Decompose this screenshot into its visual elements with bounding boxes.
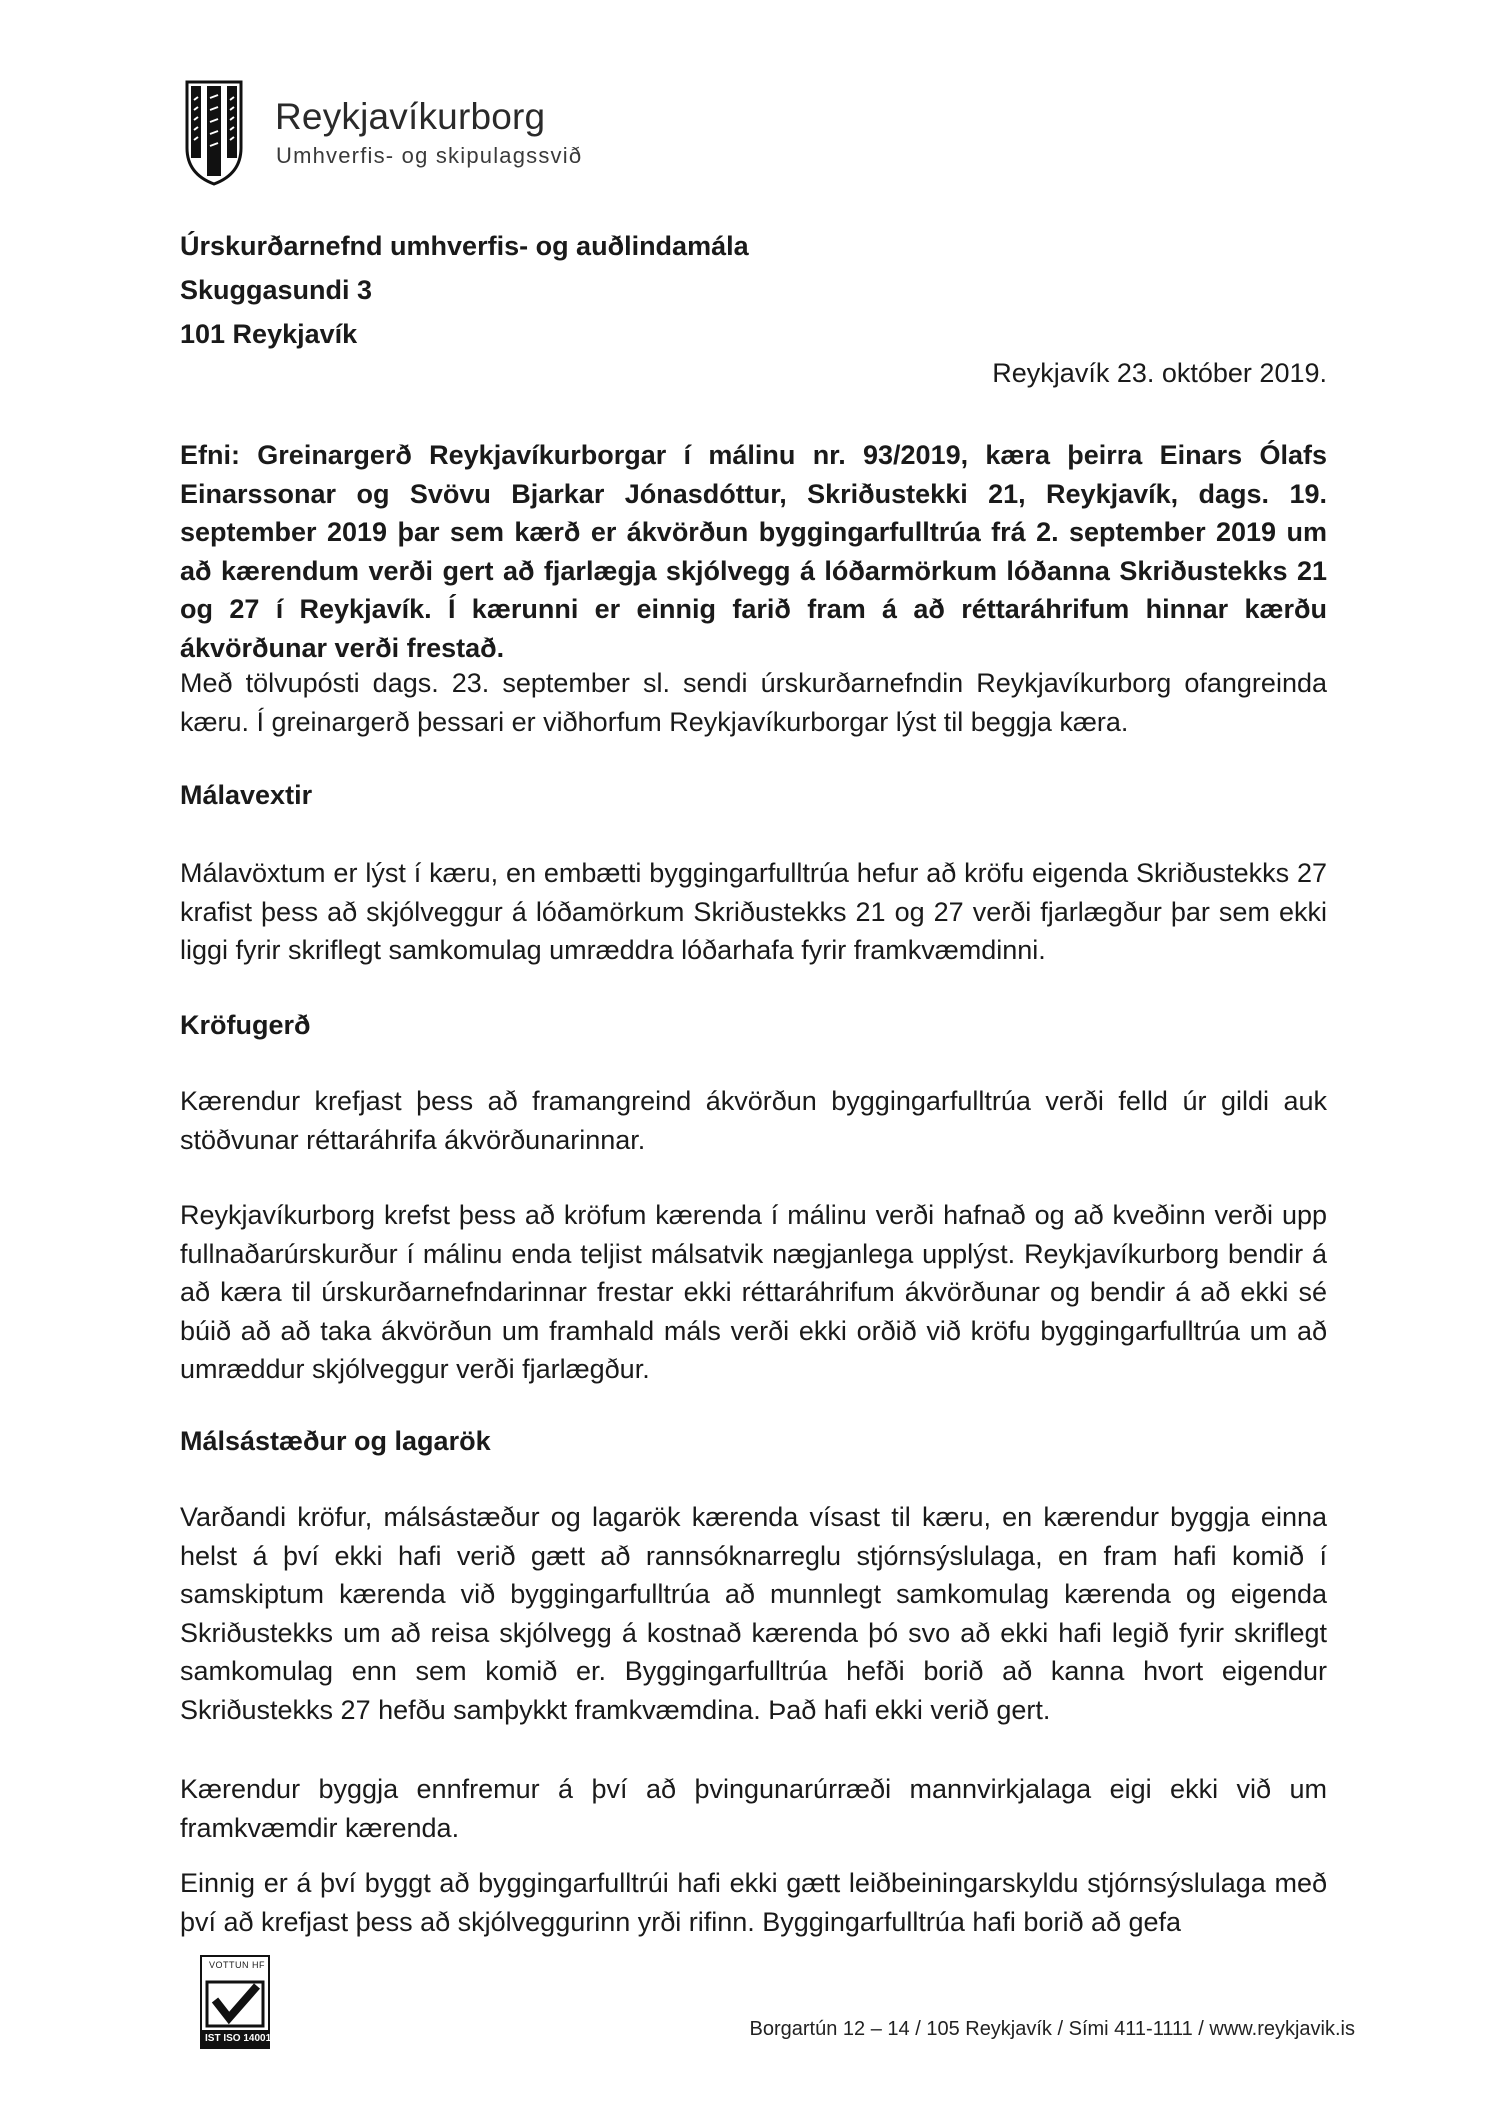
section-heading: Málavextir (180, 780, 313, 810)
department-name: Umhverfis- og skipulagssvið (276, 143, 583, 168)
cert-bottom-label: IST ISO 14001 (205, 2033, 272, 2044)
subject-paragraph: Efni: Greinargerð Reykjavíkurborgar í málinu nr. 93/2019, kæra þeirra Einars Ólafs Einarssonar og Svövu Bjarkar Jónasdóttur, Skriðustekki 21, Reykjavík, dags. 19. september 2019 þar sem kærð er ákvörðun byggingarfulltrúa frá 2. september 2019 um að kærendum verði gert að fjarlægja skjólvegg á lóðarmörkum lóðanna Skriðustekks 21 og 27 í Reykjavík. Í kærunni er einnig farið fram á að réttaráhrifum hinnar kærðu ákvörðunar verði frestað. (180, 440, 1327, 663)
iso-certification-logo (195, 1952, 275, 2052)
cert-top-label: VOTTUN HF (209, 1960, 265, 1970)
addressee-line: Úrskurðarnefnd umhverfis- og auðlindamála (180, 231, 749, 261)
body-paragraph: Kærendur byggja ennfremur á því að þvingunarúrræði mannvirkjalaga eigi ekki við um framkvæmdir kærenda. (180, 1774, 1327, 1843)
body-paragraph: Varðandi kröfur, málsástæður og lagarök kærenda vísast til kæru, en kærendur byggja einna helst á því ekki hafi verið gætt að rannsóknarreglu stjórnsýslulaga, en fram hafi komið í samskiptum kærenda við byggingarfulltrúa að munnlegt samkomulag kærenda og eigenda Skriðustekks um að reisa skjólvegg á kostnað kærenda þó svo að ekki hafi legið fyrir skriflegt samkomulag enn sem komið er. Byggingarfulltrúa hefði borið að kanna hvort eigendur Skriðustekks 27 hefðu samþykkt framkvæmdina. Það hafi ekki verið gert. (180, 1502, 1327, 1725)
reykjavik-shield-logo (185, 78, 243, 186)
addressee-line: 101 Reykjavík (180, 319, 358, 349)
body-paragraph: Reykjavíkurborg krefst þess að kröfum kærenda í málinu verði hafnað og að kveðinn verði upp fullnaðarúrskurður í málinu enda teljist málsatvik nægjanlega upplýst. Reykjavíkurborg bendir á að kæra til úrskurðarnefndarinnar frestar ekki réttaráhrifum ákvörðunar og bendir á að ekki sé búið að að taka ákvörðun um framhald máls verði ekki orðið við kröfu byggingarfulltrúa um að umræddur skjólveggur verði fjarlægður. (180, 1200, 1327, 1384)
footer-address: Borgartún 12 – 14 / 105 Reykjavík / Sími 411-1111 / www.reykjavik.is (749, 2018, 1355, 2040)
body-paragraph: Málavöxtum er lýst í kæru, en embætti byggingarfulltrúa hefur að kröfu eigenda Skriðustekks 27 krafist þess að skjólveggur á lóðamörkum Skriðustekks 21 og 27 verði fjarlægður þar sem ekki liggi fyrir skriflegt samkomulag umræddra lóðarhafa fyrir framkvæmdinni. (180, 858, 1327, 965)
org-name: Reykjavíkurborg (275, 96, 546, 137)
addressee-block (180, 224, 749, 356)
body-paragraph: Kærendur krefjast þess að framangreind ákvörðun byggingarfulltrúa verði felld úr gildi auk stöðvunar réttaráhrifa ákvörðunarinnar. (180, 1086, 1327, 1155)
addressee-line: Skuggasundi 3 (180, 275, 373, 305)
intro-paragraph: Með tölvupósti dags. 23. september sl. sendi úrskurðarnefndin Reykjavíkurborg ofangreinda kæru. Í greinargerð þessari er viðhorfum Reykjavíkurborgar lýst til beggja kæra. (180, 668, 1327, 737)
section-heading: Málsástæður og lagarök (180, 1426, 491, 1456)
body-paragraph: Einnig er á því byggt að byggingarfulltrúi hafi ekki gætt leiðbeiningarskyldu stjórnsýslulaga með því að krefjast þess að skjólveggurinn yrði rifinn. Byggingarfulltrúa hafi borið að gefa (180, 1868, 1327, 1937)
letter-date: Reykjavík 23. október 2019. (992, 358, 1327, 388)
section-heading: Kröfugerð (180, 1010, 311, 1040)
